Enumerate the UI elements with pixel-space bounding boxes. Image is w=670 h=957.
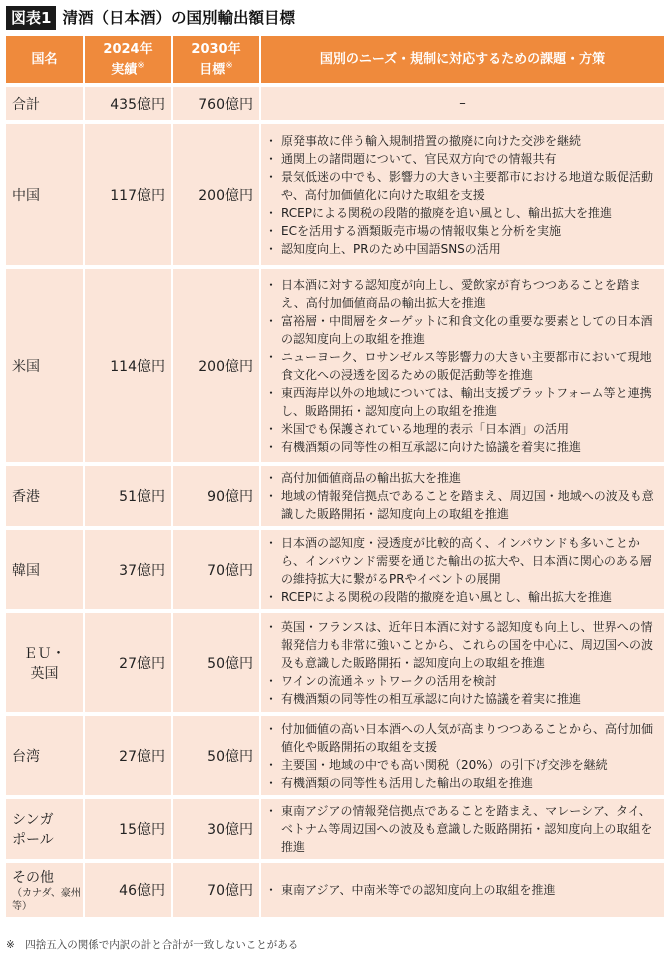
row-target: 70億円 [172, 528, 260, 611]
footnote: ※ 四捨五入の関係で内訳の計と合計が一致しないことがある [6, 939, 299, 951]
header-actual-label: 実績 [111, 62, 138, 78]
measure-item: ・ 東南アジアの情報発信拠点であることを踏まえ、マレーシア、タイ、ベトナム等周辺国への波及も意識した販路開拓・認知度向上の取組を推進 [265, 802, 658, 856]
header-target [172, 36, 260, 85]
measure-item: ・ 日本酒に対する認知度が向上し、愛飲家が育ちつつあることを踏まえ、高付加価値商品の輸出拡大を推進 [265, 276, 658, 312]
row-measures [260, 464, 664, 528]
row-region: 香港 [6, 464, 84, 528]
row-region-name: その他 [12, 870, 54, 886]
row-region [6, 861, 84, 917]
row-region-line2: ポール [12, 832, 54, 848]
row-actual: 435億円 [84, 85, 172, 122]
measure-item: ・ ワインの流通ネットワークの活用を検討 [265, 672, 658, 690]
measure-item: ・ 日本酒の認知度・浸透度が比較的高く、インバウンドも多いことから、インバウンド需要を通じた輸出の拡大や、日本酒に関心のある層の維持拡大に繋がるPRやイベントの展開 [265, 534, 658, 588]
table-row [6, 464, 664, 528]
header-actual [84, 36, 172, 85]
measure-item: ・ 有機酒類の同等性の相互承認に向けた協議を着実に推進 [265, 690, 658, 708]
row-region-line2: 英国 [30, 665, 59, 682]
row-actual: 27億円 [84, 714, 172, 797]
row-region: 中国 [6, 122, 84, 267]
header-target-year: 2030年 [191, 41, 241, 57]
measure-item: ・ 英国・フランスは、近年日本酒に対する認知度も向上し、世界への情報発信力も非常に強いことから、これらの国を中心に、周辺国への波及も意識した販路開拓・認知度向上の取組を推進 [265, 618, 658, 672]
row-region [6, 611, 84, 714]
row-region-line1: シンガ [12, 812, 54, 828]
row-actual: 51億円 [84, 464, 172, 528]
figure-label: 図表1 [6, 6, 56, 30]
row-target: 30億円 [172, 797, 260, 861]
measure-item: ・ 付加価値の高い日本酒への人気が高まりつつあることから、高付加価値化や販路開拓の取組を支援 [265, 720, 658, 756]
table-header-row [6, 36, 664, 85]
row-actual: 27億円 [84, 611, 172, 714]
row-region-note: （カナダ、豪州等） [12, 888, 81, 912]
table-row [6, 85, 664, 122]
measure-item: ・ 景気低迷の中でも、影響力の大きい主要都市における地道な販促活動や、高付加価値化に向けた取組を支援 [265, 168, 658, 204]
header-region: 国名 [6, 36, 84, 85]
measure-item: ・ 東西海岸以外の地域については、輸出支援プラットフォーム等と連携し、販路開拓・認知度向上の取組を推進 [265, 384, 658, 420]
header-measures: 国別のニーズ・規制に対応するための課題・方策 [260, 36, 664, 85]
row-target: 90億円 [172, 464, 260, 528]
row-region: 台湾 [6, 714, 84, 797]
row-measures [260, 267, 664, 464]
row-measures [260, 797, 664, 861]
table-row [6, 714, 664, 797]
row-actual: 114億円 [84, 267, 172, 464]
measure-item: ・ 米国でも保護されている地理的表示「日本酒」の活用 [265, 420, 658, 438]
header-actual-year: 2024年 [103, 41, 153, 57]
header-target-label: 目標 [199, 62, 226, 78]
table-row [6, 267, 664, 464]
figure-title: 清酒（日本酒）の国別輸出額目標 [62, 9, 295, 27]
table-row [6, 797, 664, 861]
table-row [6, 122, 664, 267]
measure-item: ・ ECを活用する酒類販売市場の情報収集と分析を実施 [265, 222, 658, 240]
row-target: 760億円 [172, 85, 260, 122]
row-measures [260, 611, 664, 714]
export-target-table [6, 36, 664, 917]
row-actual: 117億円 [84, 122, 172, 267]
figure-title-row [6, 5, 295, 31]
row-region: 米国 [6, 267, 84, 464]
row-region: 韓国 [6, 528, 84, 611]
measure-item: ・ RCEPによる関税の段階的撤廃を追い風とし、輸出拡大を推進 [265, 588, 658, 606]
row-measures [260, 861, 664, 917]
table-row [6, 861, 664, 917]
measure-item: ・ 富裕層・中間層をターゲットに和食文化の重要な要素としての日本酒の認知度向上の取組を推進 [265, 312, 658, 348]
measure-item: ・ 有機酒類の同等性も活用した輸出の取組を推進 [265, 774, 658, 792]
header-target-mark: ※ [225, 60, 233, 71]
row-target: 200億円 [172, 122, 260, 267]
header-actual-mark: ※ [137, 60, 145, 71]
row-region: 合計 [6, 85, 84, 122]
table-row [6, 611, 664, 714]
row-target: 50億円 [172, 611, 260, 714]
row-actual: 37億円 [84, 528, 172, 611]
measure-item: ・ 東南アジア、中南米等での認知度向上の取組を推進 [265, 881, 658, 899]
measure-item: ・ 原発事故に伴う輸入規制措置の撤廃に向けた交渉を継続 [265, 132, 658, 150]
row-measures-dash: – [260, 85, 664, 122]
measure-item: ・ ニューヨーク、ロサンゼルス等影響力の大きい主要都市において現地食文化への浸透を図るための販促活動等を推進 [265, 348, 658, 384]
row-target: 70億円 [172, 861, 260, 917]
measure-item: ・ 主要国・地域の中でも高い関税（20%）の引下げ交渉を継続 [265, 756, 658, 774]
table-row [6, 528, 664, 611]
measure-item: ・ 有機酒類の同等性の相互承認に向けた協議を着実に推進 [265, 438, 658, 456]
row-measures [260, 122, 664, 267]
row-region-line1: ＥＵ・ [23, 645, 66, 662]
measure-item: ・ 認知度向上、PRのため中国語SNSの活用 [265, 240, 658, 258]
row-actual: 46億円 [84, 861, 172, 917]
row-measures [260, 714, 664, 797]
measure-item: ・ 通関上の諸問題について、官民双方向での情報共有 [265, 150, 658, 168]
row-actual: 15億円 [84, 797, 172, 861]
row-target: 200億円 [172, 267, 260, 464]
row-measures [260, 528, 664, 611]
measure-item: ・ RCEPによる関税の段階的撤廃を追い風とし、輸出拡大を推進 [265, 204, 658, 222]
measure-item: ・ 地域の情報発信拠点であることを踏まえ、周辺国・地域への波及も意 識した販路開拓・認知度向上の取組を推進 [265, 487, 658, 523]
row-region [6, 797, 84, 861]
row-target: 50億円 [172, 714, 260, 797]
measure-item: ・ 高付加価値商品の輸出拡大を推進 [265, 469, 658, 487]
